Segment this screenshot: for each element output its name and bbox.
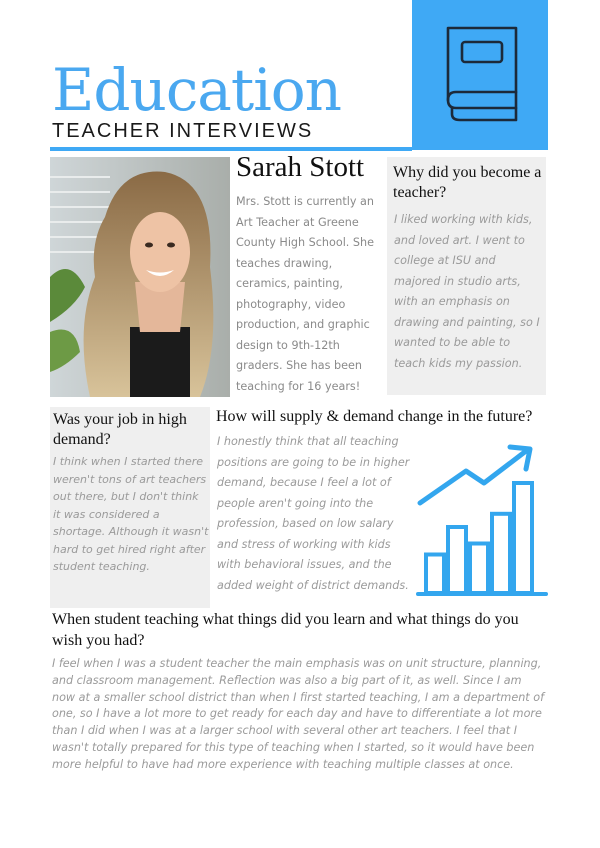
growth-bar	[514, 483, 532, 593]
answer-high-demand: I think when I started there weren't tons of art teachers out there, but I don't think it was considered a shortage. Although it wasn't hard to get hired right after student teaching.	[53, 455, 209, 573]
question-student-teaching: When student teaching what things did you learn and what things do you wish you had?	[52, 611, 519, 649]
question-supply-demand: How will supply & demand change in the future?	[216, 408, 533, 425]
growth-bar	[492, 514, 510, 593]
answer-why-teacher: I liked working with kids, and loved art. I went to college at ISU and majored in studio arts, with an emphasis on drawing and painting, so I wanted to be able to teach kids my passion.	[394, 213, 540, 370]
growth-bar	[448, 527, 466, 593]
teacher-bio: Mrs. Stott is currently an Art Teacher at Greene County High School. She teaches drawing, ceramics, painting, photography, video production, and graphic design to 9th-12th graders. She has been teaching for 16 years!	[236, 195, 374, 393]
teacher-name: Sarah Stott	[236, 151, 365, 183]
growth-bar	[470, 544, 488, 594]
teacher-photo	[50, 157, 230, 397]
page-title: Education	[52, 56, 342, 124]
answer-student-teaching: I feel when I was a student teacher the main emphasis was on unit structure, planning, and classroom management. Reflection was also a big part of it, as well. Since I am now at a smaller school district than when I first started teaching, I am a department of one, so I have a lot more to get ready for each day and have to differentiate a lot more than I did when I was at a larger school with several other art teachers. I feel that I wasn't totally prepared for this type of teaching when I started, so it would have been more helpful to have had more experience with teaching multiple classes at once.	[52, 657, 545, 771]
page-subtitle: TEACHER INTERVIEWS	[52, 120, 314, 142]
book-icon	[412, 0, 548, 150]
answer-supply-demand: I honestly think that all teaching positions are going to be in higher demand, because I feel a lot of people aren't going into the profession, based on low salary and stress of working with kids with behavioral issues, and the added weight of district demands.	[217, 435, 410, 592]
question-high-demand: Was your job in high demand?	[53, 411, 187, 448]
trend-arrow	[420, 451, 526, 503]
growth-chart-icon	[414, 433, 550, 603]
header-accent-panel	[412, 0, 548, 150]
question-why-teacher: Why did you become a teacher?	[393, 164, 542, 201]
growth-bar	[426, 555, 444, 594]
